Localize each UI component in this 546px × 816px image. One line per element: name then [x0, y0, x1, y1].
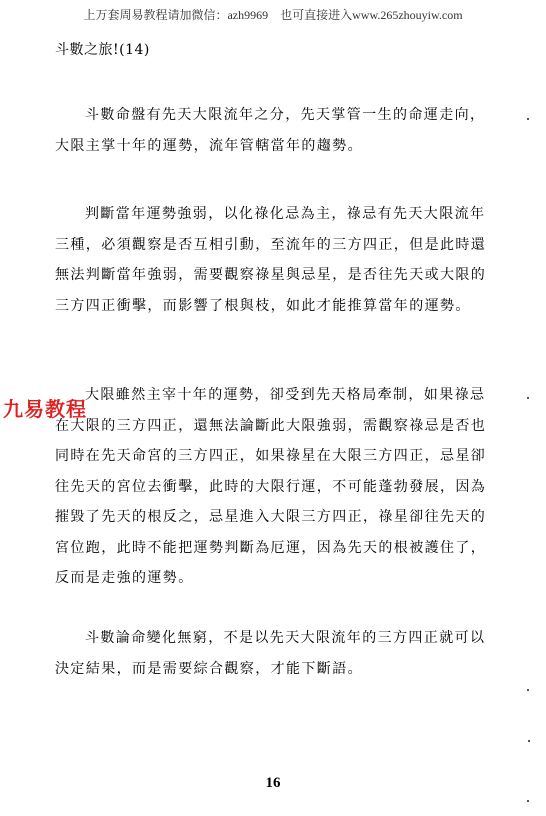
paragraph-2: 判斷當年運勢強弱，以化祿化忌為主，祿忌有先天大限流年三種，必須觀察是否互相引動，至流年的三方四正，但是此時還無法判斷當年強弱，需要觀察祿星與忌星，是否往先天或大限的三方四正衝擊，而影響了根與枝，如此才能推算當年的運勢。 — [55, 206, 487, 314]
site-header-text: 上万套周易教程请加微信：azh9969 也可直接进入www.265zhouyiw.com — [83, 8, 463, 22]
scan-speck — [527, 118, 529, 120]
scan-speck — [527, 689, 529, 691]
page-number: 16 — [265, 775, 281, 791]
watermark-logo: 九易教程 — [3, 397, 87, 421]
paragraph-4: 斗數論命變化無窮，不是以先天大限流年的三方四正就可以決定結果，而是需要綜合觀察，才能下斷語。 — [55, 630, 486, 677]
chapter-title: 斗數之旅!(14) — [55, 42, 150, 58]
scan-speck — [528, 740, 530, 742]
scan-speck — [527, 397, 529, 399]
paragraph-3: 大限雖然主宰十年的運勢，卻受到先天格局牽制，如果祿忌在大限的三方四正，還無法論斷此大限強弱，需觀察祿忌是否也同時在先天命宮的三方四正，如果祿星在大限三方四正，忌星卻往先天的宮位去衝擊，此時的大限行運，不可能蓬勃發展，因為摧毀了先天的根反之，忌星進入大限三方四正，祿星卻往先天的宮位跑，此時不能把運勢判斷為厄運，因為先天的根被護住了，反而是走強的運勢。 — [55, 387, 487, 586]
scan-speck — [527, 800, 529, 802]
paragraph-1: 斗數命盤有先天大限流年之分，先天掌管一生的命運走向，大限主掌十年的運勢，流年管轄當年的趨勢。 — [55, 107, 486, 154]
